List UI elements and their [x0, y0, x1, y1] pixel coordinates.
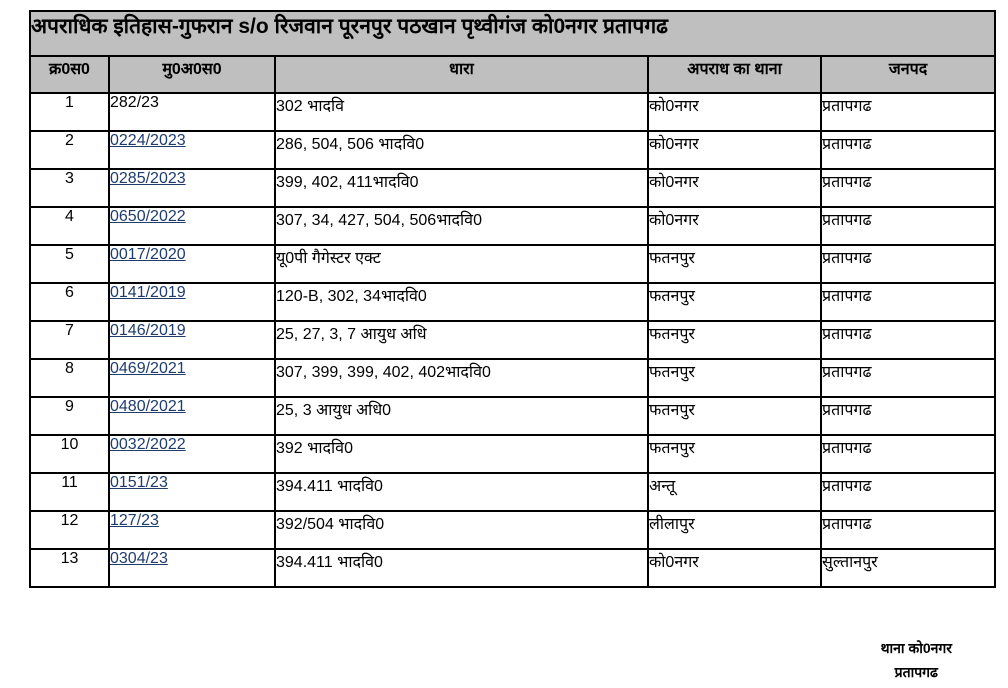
cell-section: 120-B, 302, 34भादवि0: [275, 283, 648, 321]
signature-station: थाना को0नगर: [880, 640, 952, 656]
table-row: [30, 321, 995, 359]
cell-district: प्रतापगढ: [821, 435, 995, 473]
case-link[interactable]: 0480/2021: [110, 398, 186, 415]
header-section: धारा: [275, 56, 648, 93]
signature-district: प्रतापगढ: [894, 664, 938, 680]
cell-police-station: लीलापुर: [648, 511, 821, 549]
cell-section: 286, 504, 506 भादवि0: [275, 131, 648, 169]
header-case-number: मु0अ0स0: [109, 56, 275, 93]
cell-police-station: को0नगर: [648, 131, 821, 169]
cell-case-number: [109, 131, 275, 169]
cell-case-number: [109, 359, 275, 397]
cell-police-station: अन्तू: [648, 473, 821, 511]
cell-police-station: फतनपुर: [648, 283, 821, 321]
cell-case-number: [109, 169, 275, 207]
signature-block: [881, 636, 952, 684]
cell-district: प्रतापगढ: [821, 359, 995, 397]
case-link[interactable]: 0650/2022: [110, 208, 186, 225]
cell-serial: 1: [30, 93, 109, 131]
cell-section: 25, 27, 3, 7 आयुध अधि: [275, 321, 648, 359]
document-title: अपराधिक इतिहास-गुफरान s/o रिजवान पूरनपुर पठखान पृथ्वीगंज को0नगर प्रतापगढ: [30, 11, 995, 56]
cell-section: 307, 34, 427, 504, 506भादवि0: [275, 207, 648, 245]
cell-serial: 7: [30, 321, 109, 359]
cell-case-number: [109, 473, 275, 511]
cell-serial: 6: [30, 283, 109, 321]
cell-police-station: को0नगर: [648, 93, 821, 131]
table-row: [30, 435, 995, 473]
cell-section: 394.411 भादवि0: [275, 473, 648, 511]
cell-section: 302 भादवि: [275, 93, 648, 131]
cell-section: 399, 402, 411भादवि0: [275, 169, 648, 207]
cell-section: 307, 399, 399, 402, 402भादवि0: [275, 359, 648, 397]
cell-district: सुल्तानपुर: [821, 549, 995, 587]
cell-case-number: [109, 283, 275, 321]
cell-case-number: [109, 245, 275, 283]
table-row: [30, 169, 995, 207]
table-row: [30, 511, 995, 549]
cell-case-number: [109, 549, 275, 587]
table-row: [30, 207, 995, 245]
cell-district: प्रतापगढ: [821, 321, 995, 359]
cell-section: 25, 3 आयुध अधि0: [275, 397, 648, 435]
cell-serial: 8: [30, 359, 109, 397]
case-link[interactable]: 0141/2019: [110, 284, 186, 301]
table-row: [30, 283, 995, 321]
case-link[interactable]: 127/23: [110, 512, 159, 529]
cell-case-number: [109, 511, 275, 549]
table-row: [30, 549, 995, 587]
cell-section: 392/504 भादवि0: [275, 511, 648, 549]
cell-serial: 12: [30, 511, 109, 549]
case-link[interactable]: 0224/2023: [110, 132, 186, 149]
header-police-station: अपराध का थाना: [648, 56, 821, 93]
criminal-history-table: [29, 10, 996, 588]
cell-serial: 9: [30, 397, 109, 435]
cell-district: प्रतापगढ: [821, 245, 995, 283]
case-link[interactable]: 0469/2021: [110, 360, 186, 377]
cell-section: 394.411 भादवि0: [275, 549, 648, 587]
table-row: [30, 245, 995, 283]
cell-section: यू0पी गैगेस्टर एक्ट: [275, 245, 648, 283]
table-row: [30, 473, 995, 511]
table-row: [30, 131, 995, 169]
cell-police-station: फतनपुर: [648, 245, 821, 283]
cell-police-station: को0नगर: [648, 169, 821, 207]
cell-serial: 3: [30, 169, 109, 207]
cell-section: 392 भादवि0: [275, 435, 648, 473]
cell-serial: 5: [30, 245, 109, 283]
table-row: [30, 359, 995, 397]
case-link[interactable]: 0017/2020: [110, 246, 186, 263]
cell-district: प्रतापगढ: [821, 397, 995, 435]
cell-case-number: [109, 321, 275, 359]
cell-district: प्रतापगढ: [821, 283, 995, 321]
cell-district: प्रतापगढ: [821, 207, 995, 245]
cell-case-number: 282/23: [109, 93, 275, 131]
cell-case-number: [109, 435, 275, 473]
cell-police-station: फतनपुर: [648, 321, 821, 359]
cell-district: प्रतापगढ: [821, 511, 995, 549]
header-serial: क्र0स0: [30, 56, 109, 93]
cell-serial: 4: [30, 207, 109, 245]
cell-district: प्रतापगढ: [821, 93, 995, 131]
case-link[interactable]: 0304/23: [110, 550, 168, 567]
cell-case-number: [109, 397, 275, 435]
title-row: [30, 11, 995, 56]
cell-police-station: को0नगर: [648, 207, 821, 245]
case-link[interactable]: 0285/2023: [110, 170, 186, 187]
cell-serial: 2: [30, 131, 109, 169]
cell-case-number: [109, 207, 275, 245]
cell-police-station: फतनपुर: [648, 359, 821, 397]
header-row: [30, 56, 995, 93]
cell-district: प्रतापगढ: [821, 131, 995, 169]
cell-police-station: को0नगर: [648, 549, 821, 587]
cell-district: प्रतापगढ: [821, 473, 995, 511]
cell-serial: 10: [30, 435, 109, 473]
case-link[interactable]: 0151/23: [110, 474, 168, 491]
case-link[interactable]: 0032/2022: [110, 436, 186, 453]
cell-serial: 13: [30, 549, 109, 587]
cell-serial: 11: [30, 473, 109, 511]
case-link[interactable]: 0146/2019: [110, 322, 186, 339]
cell-police-station: फतनपुर: [648, 435, 821, 473]
cell-police-station: फतनपुर: [648, 397, 821, 435]
table-row: [30, 397, 995, 435]
table-row: [30, 93, 995, 131]
header-district: जनपद: [821, 56, 995, 93]
cell-district: प्रतापगढ: [821, 169, 995, 207]
